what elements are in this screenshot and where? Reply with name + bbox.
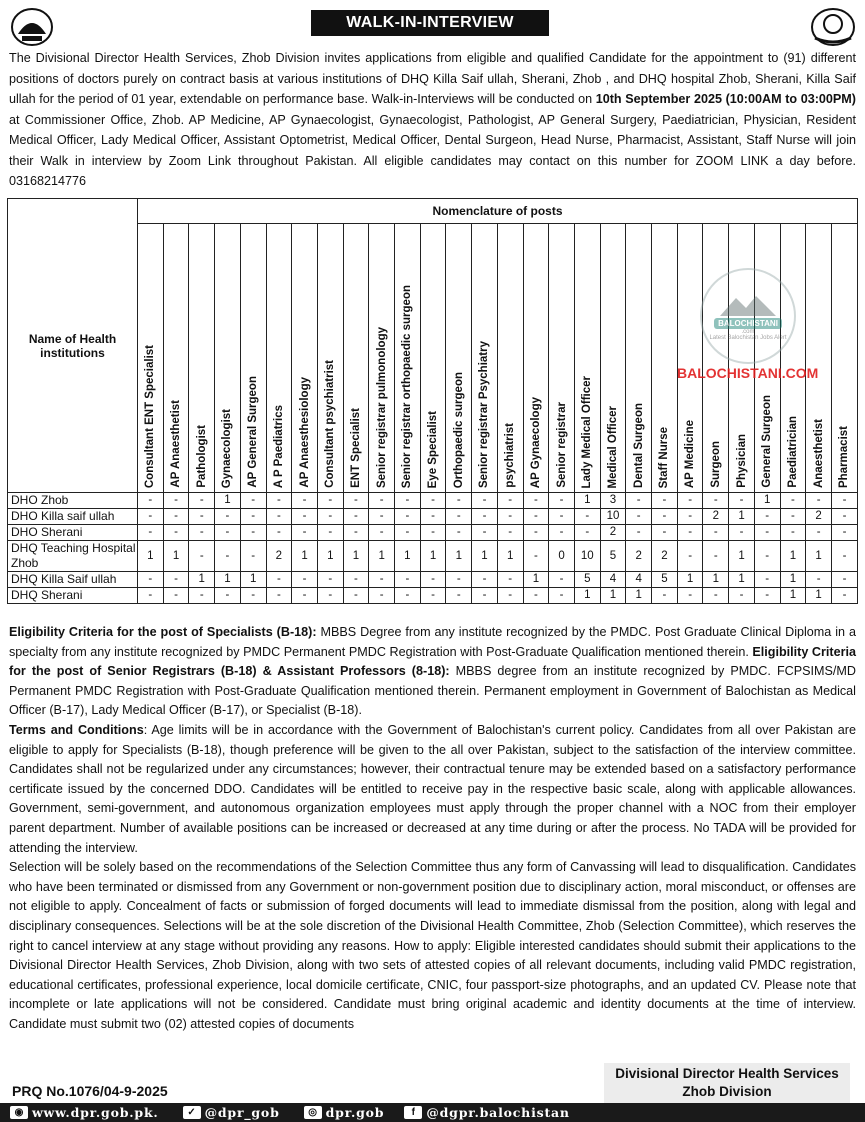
post-count-cell: - [163, 509, 189, 525]
post-count-cell: - [831, 572, 857, 588]
post-count-cell: 1 [497, 541, 523, 572]
institution-name: DHQ Sherani [8, 588, 138, 604]
post-count-cell: - [420, 509, 446, 525]
post-count-cell: - [677, 493, 703, 509]
post-count-cell: - [472, 525, 498, 541]
post-header-label: AP Gynaecology [529, 396, 542, 488]
post-count-cell: - [240, 509, 266, 525]
post-count-cell: - [369, 525, 395, 541]
post-header [317, 224, 343, 493]
post-count-cell: 2 [600, 525, 626, 541]
terms-heading: Terms and Conditions [9, 722, 144, 737]
post-count-cell: - [446, 493, 472, 509]
post-count-cell: - [831, 541, 857, 572]
post-count-cell: 10 [574, 541, 600, 572]
post-count-cell: 1 [729, 509, 755, 525]
post-header [652, 224, 678, 493]
post-count-cell: - [754, 541, 780, 572]
post-count-cell: - [317, 588, 343, 604]
post-count-cell: - [549, 525, 575, 541]
government-emblem-logo [8, 6, 56, 48]
post-count-cell: - [189, 509, 215, 525]
post-count-cell: - [369, 493, 395, 509]
post-count-cell: - [343, 588, 369, 604]
post-count-cell: - [677, 588, 703, 604]
post-count-cell: - [472, 572, 498, 588]
post-header [266, 224, 292, 493]
post-header [472, 224, 498, 493]
table-body [8, 493, 858, 604]
post-header-label: Pharmacist [838, 425, 851, 488]
post-count-cell: - [472, 588, 498, 604]
post-header-label: Senior registrar Psychiatry [478, 340, 491, 488]
post-count-cell: 10 [600, 509, 626, 525]
post-header-label: Anaesthetist [812, 418, 825, 488]
post-count-cell: 1 [472, 541, 498, 572]
twitter-text: @dpr_gob [204, 1105, 280, 1120]
post-count-cell: - [266, 525, 292, 541]
post-count-cell: 1 [343, 541, 369, 572]
post-header-label: Surgeon [709, 441, 722, 488]
table-row [8, 509, 858, 525]
post-count-cell: - [215, 541, 241, 572]
instagram-text: dpr.gob [325, 1105, 385, 1120]
post-count-cell: - [292, 572, 318, 588]
watermark-tagline: Latest Balochistan Jobs Alert [709, 334, 787, 341]
post-count-cell: - [420, 572, 446, 588]
post-count-cell: - [831, 493, 857, 509]
institution-name: DHO Killa saif ullah [8, 509, 138, 525]
post-header-label: Lady Medical Officer [581, 375, 594, 488]
post-count-cell: - [343, 525, 369, 541]
post-count-cell: - [138, 493, 164, 509]
post-count-cell: - [420, 493, 446, 509]
signature-line1: Divisional Director Health Services [615, 1066, 839, 1081]
post-count-cell: - [806, 572, 832, 588]
instagram-icon: ◎ [304, 1106, 322, 1119]
post-count-cell: - [189, 525, 215, 541]
terms-paragraph [9, 721, 856, 858]
post-count-cell: 1 [754, 493, 780, 509]
post-count-cell: - [549, 588, 575, 604]
post-count-cell: - [472, 493, 498, 509]
post-header [806, 224, 832, 493]
post-count-cell: - [446, 525, 472, 541]
post-count-cell: - [754, 509, 780, 525]
post-count-cell: - [703, 493, 729, 509]
post-header [138, 224, 164, 493]
post-count-cell: - [138, 525, 164, 541]
post-count-cell: - [652, 525, 678, 541]
post-count-cell: - [652, 493, 678, 509]
terms-text: : Age limits will be in accordance with the Government of Balochistan's current policy. Candidates from all over Pakistan are eligible to apply for Specialists (B-18), though preference will be given to the all over Pakistan, subject to the satisfaction of the interview committee. Candidates shall not be regularized under any circumstances; however, their contractual tenure may be extended based on a satisfactory performance certificate issued by the concerned DDO. Candidates will be entitled to receive pay in the respective basic scale, along with applicable allowances. Government, semi-government, and autonomous organization employees must apply through the proper channel with a NOC from their employer parent department. Number of available positions can be increased or decreased at any time during or after the process. No TADA will be provided for attending the interview. [9, 722, 856, 855]
post-header-label: Gynaecologist [221, 408, 234, 488]
post-count-cell: - [189, 493, 215, 509]
post-count-cell: - [343, 509, 369, 525]
post-count-cell: - [497, 525, 523, 541]
post-count-cell: 1 [626, 588, 652, 604]
twitter-icon: ✓ [183, 1106, 201, 1119]
post-count-cell: 1 [780, 572, 806, 588]
post-count-cell: - [163, 572, 189, 588]
post-count-cell: - [523, 541, 549, 572]
post-header [831, 224, 857, 493]
post-count-cell: 5 [652, 572, 678, 588]
post-header-label: Pathologist [195, 425, 208, 488]
post-count-cell: 2 [266, 541, 292, 572]
institution-column-header: Name of Health institutions [8, 199, 138, 493]
post-header-label: Consultant ENT Specialist [144, 344, 157, 488]
post-count-cell: - [754, 525, 780, 541]
post-count-cell: - [317, 525, 343, 541]
post-header-label: Dental Surgeon [632, 403, 645, 488]
post-count-cell: - [806, 525, 832, 541]
post-count-cell: - [703, 541, 729, 572]
interview-date: 10th September 2025 (10:00AM to 03:00PM) [595, 92, 856, 106]
post-count-cell: - [395, 572, 421, 588]
post-count-cell: 1 [317, 541, 343, 572]
post-count-cell: - [780, 525, 806, 541]
post-count-cell: - [317, 572, 343, 588]
post-count-cell: - [497, 572, 523, 588]
post-count-cell: - [703, 588, 729, 604]
post-count-cell: - [523, 588, 549, 604]
registrars-text: MBBS degree from an institute recognized by PMDC. FCPSIMS/MD Permanent PMDC Registration with Post-Graduate Qualification mentioned therein. Permanent employment in Government of Balochistan as Medical Officer (B-17), Lady Medical Officer (B-17), or Specialist (B-18). [9, 664, 857, 718]
footer-facebook[interactable] [404, 1105, 569, 1120]
post-count-cell: - [317, 493, 343, 509]
post-header [523, 224, 549, 493]
post-header [574, 224, 600, 493]
post-count-cell: - [215, 525, 241, 541]
institution-name: DHO Zhob [8, 493, 138, 509]
post-count-cell: - [343, 493, 369, 509]
post-count-cell: - [652, 509, 678, 525]
website-text: www.dpr.gob.pk. [32, 1105, 159, 1120]
post-count-cell: - [831, 525, 857, 541]
post-count-cell: - [292, 525, 318, 541]
post-count-cell: 1 [240, 572, 266, 588]
post-header-label: AP Medicine [684, 419, 697, 488]
post-count-cell: - [163, 588, 189, 604]
post-count-cell: 4 [626, 572, 652, 588]
table-row [8, 493, 858, 509]
post-count-cell: - [446, 572, 472, 588]
post-count-cell: - [395, 525, 421, 541]
intro-part2: at Commissioner Office, Zhob. AP Medicine, AP Gynaecologist, Gynaecologist, Pathologist, AP General Surgery, Paediatrician, Physician, Resident Medical Officer, Lady Medical Officer, Assistant Optometrist, Medical Officer, Dental Surgeon, Head Nurse, Pharmacist, Assistant, Staff Nurse will join their Walk in interview by Zoom Link throughout Pakistan. All eligible candidates may contact on this number for ZOOM LINK a day before. 03168214776 [9, 112, 856, 188]
post-header [240, 224, 266, 493]
post-count-cell: - [446, 509, 472, 525]
prq-number: PRQ No.1076/04-9-2025 [12, 1083, 168, 1099]
post-count-cell: 1 [703, 572, 729, 588]
post-count-cell: - [626, 525, 652, 541]
post-count-cell: - [266, 493, 292, 509]
post-header [163, 224, 189, 493]
specialists-text: MBBS Degree from any institute recognized by the PMDC. Post Graduate Clinical Diploma in a specialty from any institute recognized by PMDC Permanent PMDC Registration with Post-Graduate Qualification mentioned therein. [9, 625, 856, 659]
institution-name: DHO Sherani [8, 525, 138, 541]
post-count-cell: - [831, 509, 857, 525]
post-header-label: Staff Nurse [658, 426, 671, 488]
post-header-label: General Surgeon [761, 395, 774, 488]
post-header [189, 224, 215, 493]
watermark-domain: .com [741, 328, 755, 335]
post-count-cell: - [497, 509, 523, 525]
footer-twitter[interactable] [183, 1105, 280, 1120]
globe-icon: ◉ [10, 1106, 28, 1119]
post-count-cell: - [729, 493, 755, 509]
signature-line2: Zhob Division [682, 1084, 772, 1099]
post-header-label: Senior registrar orthopaedic surgeon [401, 284, 414, 488]
post-count-cell: 4 [600, 572, 626, 588]
post-count-cell: 1 [420, 541, 446, 572]
post-count-cell: - [677, 541, 703, 572]
post-count-cell: - [729, 525, 755, 541]
conditions-text [9, 623, 856, 1034]
post-count-cell: 2 [703, 509, 729, 525]
post-count-cell: - [240, 588, 266, 604]
post-count-cell: 2 [626, 541, 652, 572]
post-count-cell: 1 [780, 541, 806, 572]
footer-website[interactable] [10, 1105, 159, 1120]
post-count-cell: - [420, 588, 446, 604]
post-count-cell: - [446, 588, 472, 604]
post-count-cell: 1 [806, 541, 832, 572]
post-count-cell: - [780, 493, 806, 509]
post-count-cell: - [163, 493, 189, 509]
intro-paragraph [9, 48, 856, 192]
post-count-cell: - [497, 588, 523, 604]
post-count-cell: - [729, 588, 755, 604]
post-count-cell: - [780, 509, 806, 525]
post-count-cell: - [369, 572, 395, 588]
footer-bar [0, 1103, 865, 1122]
post-count-cell: 1 [806, 588, 832, 604]
post-count-cell: 2 [806, 509, 832, 525]
post-count-cell: - [420, 525, 446, 541]
post-count-cell: 1 [729, 541, 755, 572]
post-count-cell: - [754, 572, 780, 588]
post-count-cell: 5 [574, 572, 600, 588]
post-count-cell: - [369, 509, 395, 525]
institution-name: DHQ Killa Saif ullah [8, 572, 138, 588]
post-count-cell: - [472, 509, 498, 525]
post-count-cell: - [703, 525, 729, 541]
post-header [420, 224, 446, 493]
post-header-label: Senior registrar [555, 402, 568, 488]
post-count-cell: - [626, 493, 652, 509]
table-row [8, 541, 858, 572]
post-count-cell: 1 [215, 493, 241, 509]
post-count-cell: - [240, 493, 266, 509]
selection-paragraph: Selection will be solely based on the recommendations of the Selection Committee thus any form of Canvassing will lead to disqualification. Candidates who have been terminated or dismissed from any Government or non-government position due to disciplinary action, moral misconduct, or offenses are not eligible to apply. Concealment of facts or submission of forged documents will lead to immediate dismissal from the position, along with legal and disciplinary consequences. Selections will be at the sole discretion of the Divisional Health Committee, Zhob (Selection Committee), which reserves the right to cancel interview at any stage without providing any reasons. How to apply: Eligible interested candidates should submit their applications to the Divisional Director Health Services, Zhob Division, along with two sets of attested copies of all relevant documents, including valid PMDC registration, educational certificates, professional experience, local domicile certificate, CNIC, four passport-size photographs, and an updated CV. Please note that incomplete or late applications will not be considered. Candidate must bring original academic and identity documents at the time of interview. Candidate must submit two (02) attested copies of documents [9, 860, 856, 1031]
post-count-cell: 1 [729, 572, 755, 588]
post-count-cell: - [266, 572, 292, 588]
post-count-cell: - [189, 588, 215, 604]
post-count-cell: 1 [292, 541, 318, 572]
post-count-cell: - [266, 509, 292, 525]
table-row [8, 525, 858, 541]
post-count-cell: - [549, 509, 575, 525]
post-header [343, 224, 369, 493]
post-header [395, 224, 421, 493]
post-header-label: Physician [735, 434, 748, 488]
post-count-cell: 1 [677, 572, 703, 588]
post-count-cell: - [292, 509, 318, 525]
post-header-label: AP Anaesthetist [170, 400, 183, 488]
post-count-cell: 1 [574, 493, 600, 509]
post-count-cell: 5 [600, 541, 626, 572]
nomenclature-header: Nomenclature of posts [138, 199, 858, 224]
table-row [8, 588, 858, 604]
post-count-cell: - [138, 572, 164, 588]
post-header [446, 224, 472, 493]
watermark-badge: BALOCHISTANI [714, 318, 782, 329]
post-count-cell: - [395, 588, 421, 604]
post-header-label: ENT Specialist [349, 408, 362, 488]
post-count-cell: - [574, 509, 600, 525]
post-count-cell: 1 [523, 572, 549, 588]
post-count-cell: - [138, 509, 164, 525]
post-count-cell: - [626, 509, 652, 525]
post-count-cell: 0 [549, 541, 575, 572]
post-count-cell: - [215, 509, 241, 525]
post-count-cell: - [292, 493, 318, 509]
post-count-cell: - [652, 588, 678, 604]
post-count-cell: - [523, 509, 549, 525]
post-header [369, 224, 395, 493]
post-header [292, 224, 318, 493]
post-count-cell: - [138, 588, 164, 604]
post-count-cell: 1 [163, 541, 189, 572]
specialists-heading: Eligibility Criteria for the post of Specialists (B-18): [9, 625, 317, 639]
eligibility-paragraph [9, 623, 856, 721]
post-count-cell: - [523, 493, 549, 509]
post-header [549, 224, 575, 493]
post-header [626, 224, 652, 493]
post-count-cell: - [395, 509, 421, 525]
post-count-cell: 3 [600, 493, 626, 509]
post-count-cell: - [240, 541, 266, 572]
post-count-cell: 1 [189, 572, 215, 588]
post-header-label: A P Paediatrics [272, 404, 285, 488]
facebook-icon: f [404, 1106, 422, 1119]
post-count-cell: - [497, 493, 523, 509]
post-count-cell: 1 [780, 588, 806, 604]
post-header [215, 224, 241, 493]
post-count-cell: - [677, 525, 703, 541]
post-count-cell: 1 [395, 541, 421, 572]
post-header-label: psychiatrist [504, 423, 517, 488]
posts-table [7, 198, 858, 604]
post-header [780, 224, 806, 493]
footer-instagram[interactable] [304, 1105, 385, 1120]
post-header-label: Medical Officer [607, 405, 619, 488]
post-header-label: Paediatrician [786, 416, 799, 488]
facebook-text: @dgpr.balochistan [426, 1105, 570, 1120]
post-count-cell: - [523, 525, 549, 541]
post-header [600, 224, 626, 493]
post-count-cell: - [292, 588, 318, 604]
post-header [677, 224, 703, 493]
institution-name: DHQ Teaching Hospital Zhob [8, 541, 138, 572]
post-count-cell: - [317, 509, 343, 525]
post-count-cell: - [163, 525, 189, 541]
intro-part1: The Divisional Director Health Services, Zhob Division invites applications from eligible and qualified Candidate for the appointment to (91) different positions of doctors purely on contract basis at various institutions of DHQ Killa Saif ullah, Sherani, Zhob , and DHQ hospital Zhob, Sherani, Killa Saif ullah for the period of 01 year, extendable on performance base. Walk-in-Interviews will be conducted on [9, 51, 856, 106]
post-count-cell: - [240, 525, 266, 541]
mountain-icon [718, 292, 778, 318]
watermark-logo [700, 268, 796, 364]
registrars-heading: Eligibility Criteria for the post of Senior Registrars (B-18) & Assistant Professors (8-18): [9, 644, 856, 679]
post-header-label: Eye Specialist [427, 410, 440, 488]
post-count-cell: 1 [215, 572, 241, 588]
post-header-label: AP General Surgeon [247, 376, 260, 488]
post-count-cell: - [549, 493, 575, 509]
post-count-cell: 1 [369, 541, 395, 572]
post-count-cell: - [574, 525, 600, 541]
signature-block [604, 1063, 850, 1103]
post-count-cell: - [343, 572, 369, 588]
post-header-label: Consultant psychiatrist [324, 360, 337, 488]
post-count-cell: 1 [600, 588, 626, 604]
post-count-cell: 1 [446, 541, 472, 572]
post-count-cell: 2 [652, 541, 678, 572]
page-title: WALK-IN-INTERVIEW [311, 10, 549, 36]
post-count-cell: - [549, 572, 575, 588]
post-count-cell: - [677, 509, 703, 525]
post-count-cell: 1 [138, 541, 164, 572]
post-count-cell: - [215, 588, 241, 604]
government-emblem-logo-right [809, 6, 857, 48]
table-row [8, 572, 858, 588]
post-count-cell: 1 [574, 588, 600, 604]
post-header-label: Orthopaedic surgeon [452, 371, 465, 488]
post-count-cell: - [369, 588, 395, 604]
post-count-cell: - [189, 541, 215, 572]
watermark-red-text: BALOCHISTANI.COM [677, 365, 819, 381]
post-count-cell: - [754, 588, 780, 604]
post-header-label: Senior registrar pulmonology [375, 326, 388, 488]
post-count-cell: - [831, 588, 857, 604]
post-count-cell: - [266, 588, 292, 604]
post-header [497, 224, 523, 493]
post-count-cell: - [806, 493, 832, 509]
post-count-cell: - [395, 493, 421, 509]
post-header-label: AP Anaesthesiology [298, 377, 311, 488]
